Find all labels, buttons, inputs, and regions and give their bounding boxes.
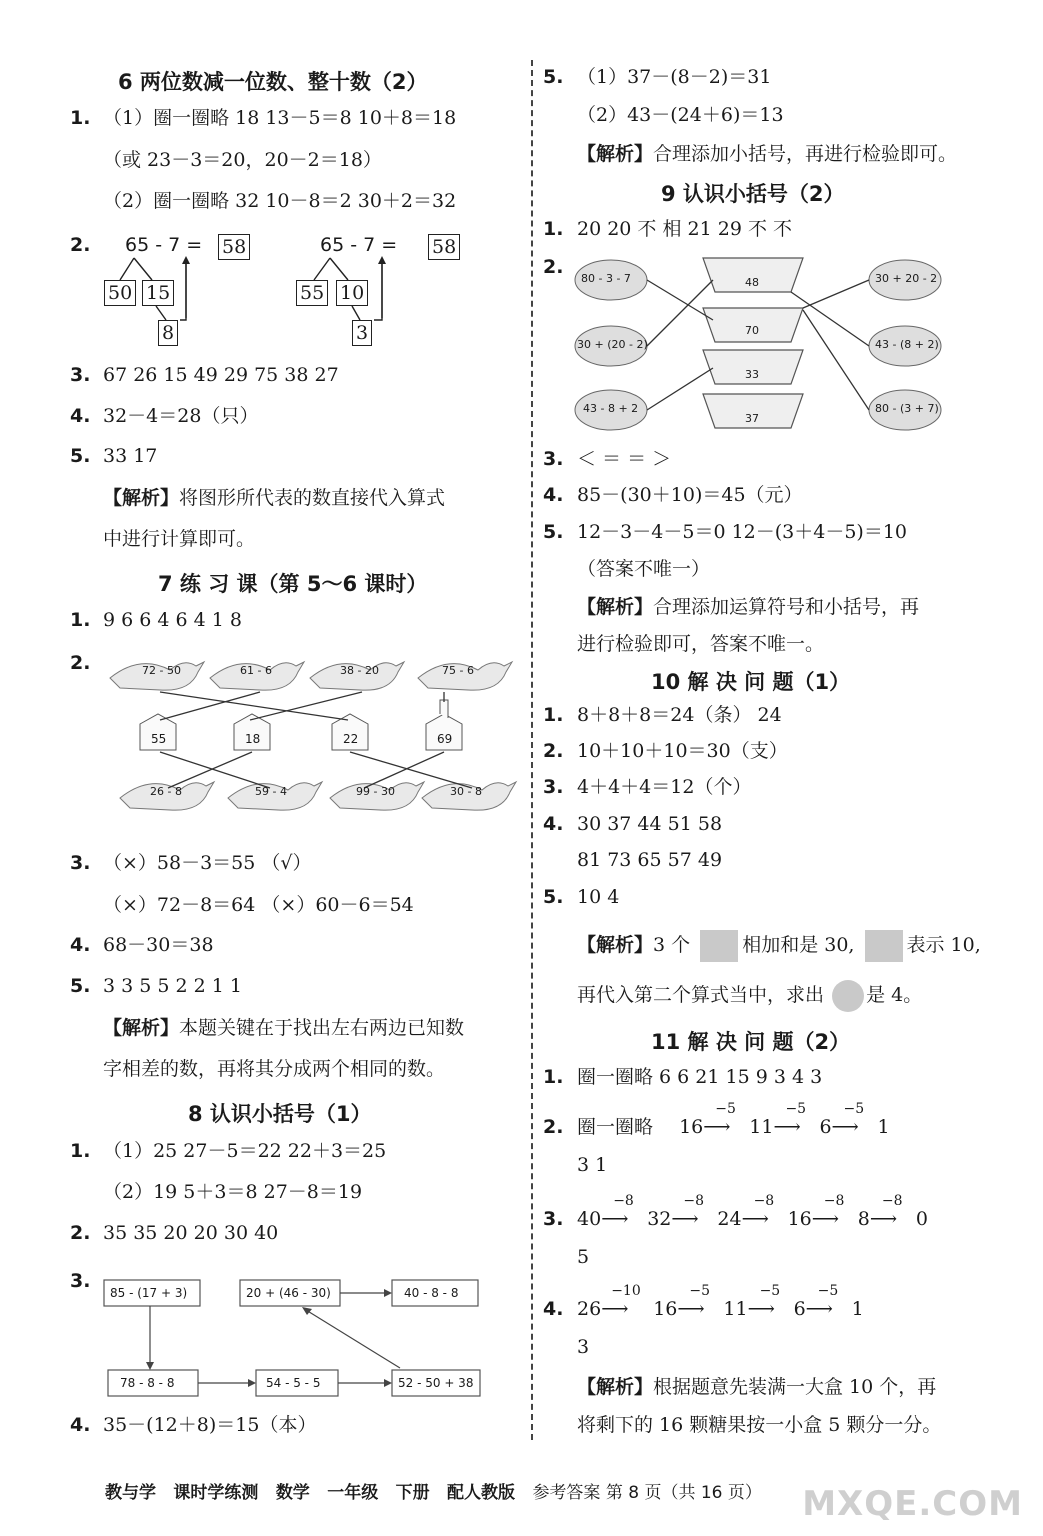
- pumpkin-label: 80 - (3 + 7): [875, 402, 939, 415]
- chain-value: 11: [749, 1116, 774, 1138]
- q-number: 1.: [70, 609, 91, 631]
- answer-line: 81 73 65 57 49: [577, 849, 723, 871]
- bowl-label: 33: [745, 368, 759, 381]
- sub-box: 8: [158, 320, 178, 346]
- split-lines: [292, 228, 462, 348]
- pumpkin-label: 30 + 20 - 2: [875, 272, 938, 285]
- analysis: [577, 930, 981, 962]
- result-box: 58: [428, 234, 460, 260]
- answer-line: （×）58－3＝55 （√）: [103, 852, 312, 874]
- answer-line: 8＋8＋8＝24（条） 24: [577, 704, 782, 726]
- footer-edition: 配人教版: [447, 1483, 516, 1503]
- analysis-text: 是 4。: [866, 984, 923, 1006]
- analysis: [577, 1374, 936, 1400]
- q-number: 1.: [543, 1066, 564, 1088]
- q-number: 5.: [543, 521, 564, 543]
- expr-box: 52 - 50 + 38: [398, 1376, 474, 1390]
- analysis-text: 再代入第二个算式当中，求出: [577, 984, 825, 1006]
- bird-label: 59 - 4: [255, 785, 287, 798]
- chain-arrow: −8 ⟶: [742, 1206, 788, 1232]
- analysis-text: 3 个: [653, 934, 691, 956]
- chain-3: [577, 1193, 928, 1232]
- answer-text: 圈一圈略: [577, 1116, 654, 1138]
- chain-value: 1: [877, 1116, 890, 1138]
- chain-arrow: −8 ⟶: [671, 1206, 717, 1232]
- chain-arrow: −5 ⟶: [806, 1296, 852, 1322]
- bowl-label: 37: [745, 412, 759, 425]
- chain-value: 16: [679, 1116, 704, 1138]
- analysis-text: 本题关键在于找出左右两边已知数: [179, 1017, 465, 1039]
- bird-label: 75 - 6: [442, 664, 474, 677]
- answer-line: 68－30＝38: [103, 934, 214, 956]
- section-10-heading: 10 解 决 问 题（1）: [651, 670, 851, 694]
- equation: 65 - 7 =: [125, 234, 203, 256]
- q-number: 2.: [543, 1116, 564, 1138]
- chain-value: 8: [857, 1208, 870, 1230]
- analysis-tag: 【解析】: [103, 487, 180, 509]
- chain-op: −8: [881, 1193, 903, 1209]
- split-diagram-1: [100, 228, 270, 348]
- answer-line: （2）圈一圈略 32 10－8＝2 30＋2＝32: [103, 190, 457, 212]
- chain-value: 11: [723, 1298, 748, 1320]
- bird-label: 61 - 6: [240, 664, 272, 677]
- analysis-text: 根据题意先装满一大盒 10 个，再: [653, 1376, 937, 1398]
- chain-2: [679, 1101, 890, 1138]
- pumpkin-label: 80 - 3 - 7: [581, 272, 631, 285]
- pumpkin-label: 30 + (20 - 2): [577, 338, 648, 351]
- answer-line: （1）25 27－5＝22 22＋3＝25: [103, 1140, 387, 1162]
- section-11-heading: 11 解 决 问 题（2）: [651, 1030, 851, 1054]
- analysis-text: 合理添加运算符号和小括号，再: [653, 596, 920, 618]
- square-shape-icon: [865, 930, 903, 962]
- footer-subject: 数学: [275, 1483, 310, 1503]
- q-number: 3.: [70, 364, 91, 386]
- equation: 65 - 7 =: [320, 234, 398, 256]
- chain-arrow: −5 ⟶: [677, 1296, 723, 1322]
- bowl-label: 48: [745, 276, 759, 289]
- answer-line: 10 4: [577, 886, 620, 908]
- analysis-text: 表示 10,: [906, 934, 981, 956]
- analysis: [577, 141, 957, 167]
- bird-label: 99 - 30: [356, 785, 395, 798]
- answer-line: 10＋10＋10＝30（支）: [577, 740, 788, 762]
- chain-op: −10: [611, 1283, 641, 1299]
- q-number: 2.: [543, 256, 564, 278]
- q-number: 4.: [543, 1298, 564, 1320]
- chain-arrow: −10 ⟶: [601, 1296, 653, 1322]
- house-label: 18: [245, 732, 261, 746]
- answer-line: （答案不唯一）: [577, 558, 711, 580]
- chain-value: 24: [717, 1208, 742, 1230]
- q-number: 2.: [70, 652, 91, 674]
- expr-box: 40 - 8 - 8: [404, 1286, 459, 1300]
- analysis-text: 相加和是 30,: [742, 934, 855, 956]
- chain-op: −5: [715, 1101, 736, 1117]
- analysis-tag: 【解析】: [577, 934, 654, 956]
- answer-line: （或 23－3＝20，20－2＝18）: [103, 149, 382, 171]
- chain-value: 40: [577, 1208, 602, 1230]
- q-number: 2.: [70, 234, 91, 256]
- footer-volume: 下册: [395, 1483, 430, 1503]
- chain-arrow: −5 ⟶: [773, 1114, 819, 1140]
- split-box: 15: [142, 280, 174, 306]
- answer-line: 20 20 不 相 21 29 不 不: [577, 218, 792, 240]
- chain-op: −8: [683, 1193, 705, 1209]
- section-7-heading: 7 练 习 课（第 5～6 课时）: [158, 572, 428, 596]
- answer-line: 3 3 5 5 2 2 1 1: [103, 975, 242, 997]
- answer-line: （1）圈一圈略 18 13－5＝8 10＋8＝18: [103, 107, 457, 129]
- chain-arrow: −8 ⟶: [601, 1206, 647, 1232]
- page-footer: [105, 1478, 762, 1503]
- answer-line: ＜ ＝ ＝ ＞: [577, 448, 672, 470]
- house-label: 69: [437, 732, 453, 746]
- square-shape-icon: [700, 930, 738, 962]
- bird-label: 30 - 8: [450, 785, 482, 798]
- analysis-tag: 【解析】: [577, 1376, 654, 1398]
- answer-line: 3 1: [577, 1154, 608, 1176]
- answer-line: 35 35 20 20 30 40: [103, 1222, 279, 1244]
- answer-line: 35－(12＋8)＝15（本）: [103, 1414, 317, 1436]
- footer-brand: 教与学: [105, 1483, 156, 1503]
- expr-box: 85 - (17 + 3): [110, 1286, 188, 1300]
- house-label: 55: [151, 732, 167, 746]
- expr-box: 20 + (46 - 30): [246, 1286, 331, 1300]
- analysis: [577, 594, 919, 620]
- chain-value: 6: [819, 1116, 832, 1138]
- section-9-heading: 9 认识小括号（2）: [661, 182, 845, 206]
- chain-op: −5: [843, 1101, 865, 1117]
- answer-line: 4＋4＋4＝12（个）: [577, 776, 752, 798]
- bird-label: 26 - 8: [150, 785, 182, 798]
- analysis: [577, 980, 922, 1012]
- split-box: 10: [336, 280, 368, 306]
- analysis-text: 中进行计算即可。: [103, 528, 256, 550]
- result-box: 58: [218, 234, 250, 260]
- answer-line: （×）72－8＝64 （×）60－6＝54: [103, 894, 414, 916]
- answer-line: 33 17: [103, 445, 158, 467]
- expr-box: 78 - 8 - 8: [120, 1376, 175, 1390]
- answer-line: 30 37 44 51 58: [577, 813, 723, 835]
- q-number: 3.: [543, 1208, 564, 1230]
- answer-line: [577, 1101, 890, 1140]
- answer-line: 9 6 6 4 6 4 1 8: [103, 609, 242, 631]
- chain-op: −8: [613, 1193, 634, 1209]
- answer-line: 12－3－4－5＝0 12－(3＋4－5)＝10: [577, 521, 908, 543]
- chain-value: 0: [915, 1208, 928, 1230]
- answer-line: 圈一圈略 6 6 21 15 9 3 4 3: [577, 1066, 823, 1088]
- footer-grade: 一年级: [327, 1483, 379, 1503]
- chain-arrow: −8 ⟶: [870, 1206, 916, 1232]
- answer-line: （2）43－(24＋6)＝13: [577, 104, 784, 126]
- chain-op: −8: [753, 1193, 775, 1209]
- q-number: 5.: [70, 975, 91, 997]
- analysis-text: 合理添加小括号，再进行检验即可。: [653, 143, 958, 165]
- chain-op: −8: [823, 1193, 845, 1209]
- q-number: 1.: [543, 218, 564, 240]
- chain-value: 16: [787, 1208, 812, 1230]
- analysis: [103, 1015, 464, 1041]
- chain-value: 16: [653, 1298, 678, 1320]
- section-6-heading: 6 两位数减一位数、整十数（2）: [118, 70, 428, 94]
- q-number: 3.: [543, 448, 564, 470]
- chain-4: [577, 1283, 864, 1322]
- chain-arrow: −5 ⟶: [703, 1114, 749, 1140]
- q-number: 1.: [543, 704, 564, 726]
- answer-line: 85－(30＋10)＝45（元）: [577, 484, 803, 506]
- bird-label: 38 - 20: [340, 664, 379, 677]
- answer-line: 32－4＝28（只）: [103, 405, 259, 427]
- chain-op: −5: [759, 1283, 781, 1299]
- split-diagram-2: [292, 228, 462, 348]
- bird-label: 72 - 50: [142, 664, 181, 677]
- q-number: 4.: [543, 813, 564, 835]
- answer-line: 5: [577, 1246, 590, 1268]
- chain-value: 26: [577, 1298, 602, 1320]
- footer-page-info: 参考答案 第 8 页（共 16 页）: [532, 1483, 762, 1503]
- q-number: 4.: [543, 484, 564, 506]
- q-number: 3.: [70, 1270, 91, 1292]
- footer-series: 课时学练测: [173, 1483, 259, 1503]
- chain-arrow: −5 ⟶: [748, 1296, 794, 1322]
- pumpkin-label: 43 - 8 + 2: [583, 402, 639, 415]
- chain-op: −5: [817, 1283, 839, 1299]
- bowl-label: 70: [745, 324, 759, 337]
- chain-value: 1: [851, 1298, 864, 1320]
- house-label: 22: [343, 732, 359, 746]
- answer-line: （2）19 5＋3＝8 27－8＝19: [103, 1181, 363, 1203]
- expr-box: 54 - 5 - 5: [266, 1376, 321, 1390]
- chain-value: 32: [647, 1208, 672, 1230]
- chain-op: −5: [785, 1101, 807, 1117]
- answer-line: 3: [577, 1336, 590, 1358]
- q-number: 4.: [70, 934, 91, 956]
- answer-line: 67 26 15 49 29 75 38 27: [103, 364, 339, 386]
- birds-houses-figure: [100, 648, 520, 832]
- section-8-heading: 8 认识小括号（1）: [188, 1102, 372, 1126]
- q-number: 4.: [70, 1414, 91, 1436]
- analysis: [103, 485, 445, 511]
- column-divider: [531, 60, 533, 1440]
- q-number: 3.: [70, 852, 91, 874]
- chain-arrow: −5 ⟶: [832, 1114, 878, 1140]
- chain-arrow: −8 ⟶: [812, 1206, 858, 1232]
- q-number: 1.: [70, 107, 91, 129]
- q-number: 5.: [70, 445, 91, 467]
- split-lines: [100, 228, 270, 348]
- pumpkin-label: 43 - (8 + 2): [875, 338, 939, 351]
- q-number: 3.: [543, 776, 564, 798]
- q-number: 2.: [543, 740, 564, 762]
- q-number: 1.: [70, 1140, 91, 1162]
- split-box: 55: [296, 280, 328, 306]
- analysis-tag: 【解析】: [103, 1017, 180, 1039]
- circle-shape-icon: [832, 980, 864, 1012]
- pumpkins-bowls-figure: [573, 250, 1013, 440]
- q-number: 4.: [70, 405, 91, 427]
- analysis-tag: 【解析】: [577, 596, 654, 618]
- chain-value: 6: [793, 1298, 806, 1320]
- split-box: 50: [104, 280, 136, 306]
- analysis-text: 字相差的数，再将其分成两个相同的数。: [103, 1058, 446, 1080]
- q-number: 5.: [543, 886, 564, 908]
- watermark-logo: MXQE.COM: [802, 1484, 1023, 1524]
- chain-op: −5: [689, 1283, 711, 1299]
- analysis-text: 进行检验即可，答案不唯一。: [577, 633, 825, 655]
- expression-flow-figure: [100, 1262, 500, 1406]
- q-number: 5.: [543, 66, 564, 88]
- analysis-text: 将图形所代表的数直接代入算式: [179, 487, 446, 509]
- q-number: 2.: [70, 1222, 91, 1244]
- sub-box: 3: [352, 320, 372, 346]
- answer-line: （1）37－(8－2)＝31: [577, 66, 772, 88]
- analysis-tag: 【解析】: [577, 143, 654, 165]
- analysis-text: 将剩下的 16 颗糖果按一小盒 5 颗分一分。: [577, 1414, 942, 1436]
